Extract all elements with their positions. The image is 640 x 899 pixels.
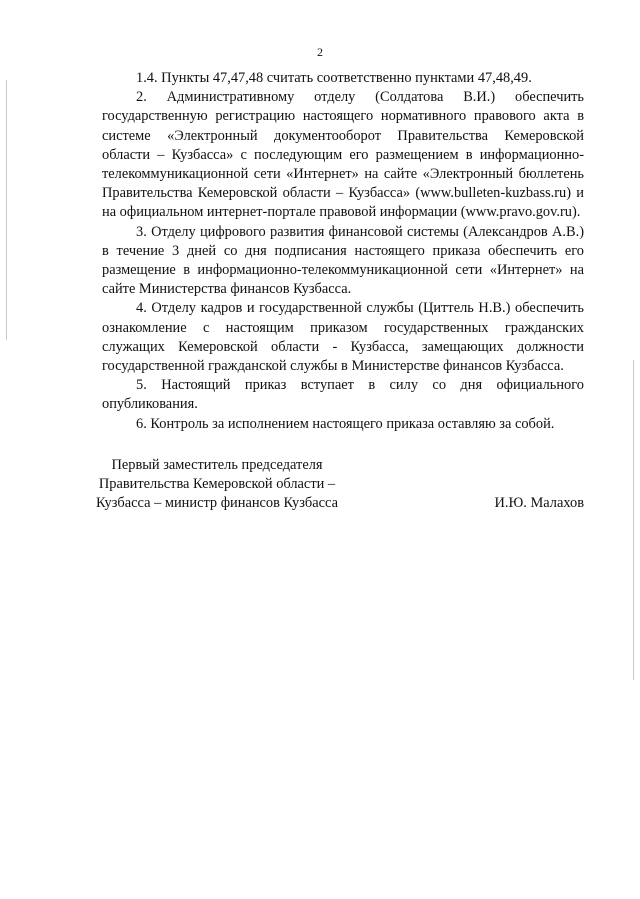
signer-title-line-3: Кузбасса – министр финансов Кузбасса [96, 495, 338, 512]
signature-block [86, 456, 584, 514]
scan-edge-mark-right [633, 360, 634, 680]
signer-title-line-2: Правительства Кемеровской области – [98, 476, 336, 493]
paragraph-1-4: 1.4. Пункты 47,47,48 считать соответственно пунктами 47,48,49. [136, 70, 532, 86]
page-number: 2 [317, 45, 323, 59]
paragraph-5: 5. Настоящий приказ вступает в силу со дня официального опубликования. [102, 377, 584, 413]
signer-name: И.Ю. Малахов [494, 495, 584, 512]
scan-edge-mark-left [6, 80, 7, 340]
signer-title-line-1: Первый заместитель председателя [111, 457, 323, 473]
paragraph-3: 3. Отделу цифрового развития финансовой системы (Александров А.В.) в течение 3 дней со дня подписания настоящего приказа обеспечить его размещение в информационно-телекоммуникационной сети «Интернет» на сайте Министерства финансов Кузбасса. [102, 223, 584, 298]
paragraph-4: 4. Отделу кадров и государственной службы (Циттель Н.В.) обеспечить ознакомление с настоящим приказом государственных гражданских служащих Кемеровской области - Кузбасса, замещающих должности государственной гражданской службы в Министерстве финансов Кузбасса. [102, 300, 584, 375]
paragraph-2: 2. Административному отделу (Солдатова В.И.) обеспечить государственную регистрацию настоящего нормативного правового акта в системе «Электронный документооборот Правительства Кемеровской области – Кузбасса» с последующим его размещением в информационно-телекоммуникационной сети «Интернет» на сайте «Электронный бюллетень Правительства Кемеровской области – Кузбасса» (www.bulleten-kuzbass.ru) и на официальном интернет-портале правовой информации (www.pravo.gov.ru). [102, 89, 584, 221]
document-body [102, 69, 584, 434]
paragraph-6: 6. Контроль за исполнением настоящего приказа оставляю за собой. [136, 415, 555, 432]
